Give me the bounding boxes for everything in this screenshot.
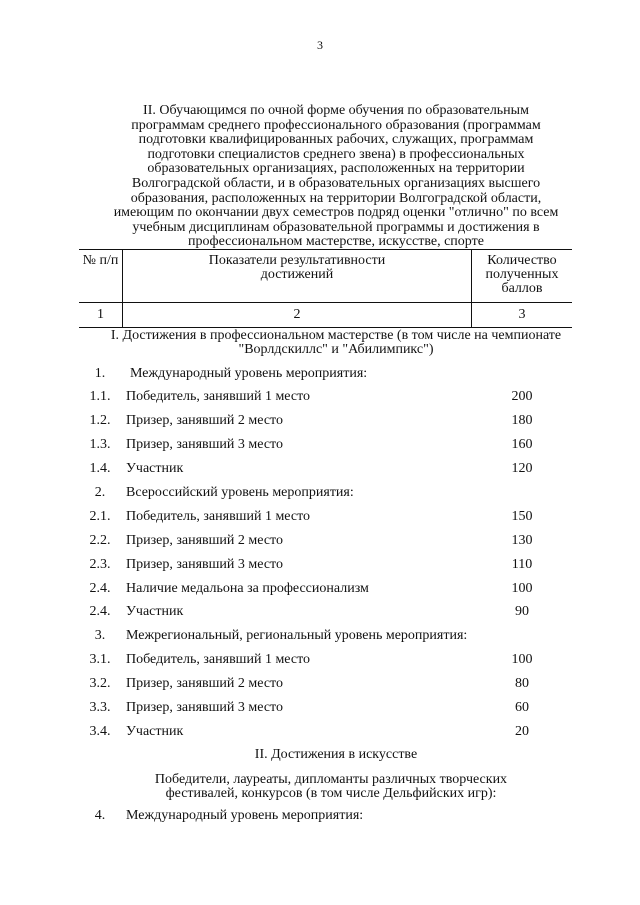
row-points: 90	[515, 604, 529, 619]
row-number: 1.3.	[89, 437, 111, 452]
row-points: 80	[515, 676, 529, 691]
table-row	[0, 461, 640, 479]
row-number: 2.4.	[89, 604, 111, 619]
row-number: 3.1.	[89, 652, 111, 667]
row-number: 1.1.	[89, 389, 111, 404]
table-row	[0, 724, 640, 742]
table-row	[0, 808, 640, 826]
row-number: 3.	[94, 628, 106, 643]
row-number: 2.	[94, 485, 106, 500]
table-row	[0, 581, 640, 599]
row-points: 200	[511, 389, 533, 404]
row-points: 160	[511, 437, 533, 452]
row-label: Призер, занявший 2 место	[126, 533, 283, 548]
row-number: 1.2.	[89, 413, 111, 428]
row-number: 2.1.	[89, 509, 111, 524]
row-number: 2.3.	[89, 557, 111, 572]
row-label: Победитель, занявший 1 место	[126, 652, 311, 667]
row-number: 4.	[94, 808, 106, 823]
table-row	[0, 652, 640, 670]
header-table	[79, 249, 572, 328]
row-label: Участник	[126, 604, 184, 619]
row-number: 3.3.	[89, 700, 111, 715]
points-header-text: Количество полученных баллов	[485, 253, 559, 296]
document-heading: II. Обучающимся по очной форме обучения по образовательным программам среднего профессионального образования (программам подготовки квалифицированных рабочих, служащих, программам подготовки специалистов среднего звена) в профессиональных образовательных организациях, расположенных на территории Волгоградской области, и в образовательных организациях высшего образования, расположенных на территории Волгоградской области, имеющим по окончании двух семестров подряд оценки "отлично" по всем учебным дисциплинам образовательной программы и достижения в профессиональном мастерстве, искусстве, спорте	[113, 103, 559, 250]
table-row	[0, 628, 640, 646]
row-number: 1.4.	[89, 461, 111, 476]
row-number: 3.2.	[89, 676, 111, 691]
column-points-header	[472, 250, 573, 303]
table-row	[0, 485, 640, 503]
table-row	[0, 557, 640, 575]
section-art-intro: Победители, лауреаты, дипломанты различных творческих фестивалей, конкурсов (в том числе Дельфийских игр):	[154, 772, 508, 801]
table-row	[0, 533, 640, 551]
table-row	[0, 604, 640, 622]
row-points: 20	[515, 724, 529, 739]
table-row	[0, 366, 640, 384]
table-row	[0, 413, 640, 431]
row-label: Наличие медальона за профессионализм	[126, 581, 369, 596]
row-label: Участник	[126, 461, 184, 476]
row-points: 180	[511, 413, 533, 428]
row-label: Призер, занявший 3 место	[126, 700, 283, 715]
section-art-heading: II. Достижения в искусстве	[254, 747, 418, 762]
section-professional-heading: I. Достижения в профессиональном мастерстве (в том числе на чемпионате "Ворлдскиллс" и "Абилимпикс")	[110, 328, 562, 357]
column-number-header: № п/п	[79, 250, 123, 303]
row-label: Призер, занявший 3 место	[126, 557, 283, 572]
row-number: 3.4.	[89, 724, 111, 739]
row-label: Призер, занявший 2 место	[126, 676, 283, 691]
row-points: 150	[511, 509, 533, 524]
table-row	[0, 676, 640, 694]
row-points: 100	[511, 581, 533, 596]
row-points: 130	[511, 533, 533, 548]
column-index-2: 2	[123, 303, 472, 328]
row-points: 110	[511, 557, 533, 572]
row-label: Международный уровень мероприятия:	[130, 366, 368, 381]
column-index-1: 1	[79, 303, 123, 328]
row-label: Победитель, занявший 1 место	[126, 389, 311, 404]
row-points: 100	[511, 652, 533, 667]
row-label: Победитель, занявший 1 место	[126, 509, 311, 524]
row-label: Призер, занявший 2 место	[126, 413, 283, 428]
row-label: Участник	[126, 724, 184, 739]
row-points: 120	[511, 461, 533, 476]
row-label: Международный уровень мероприятия:	[126, 808, 364, 823]
row-label: Призер, занявший 3 место	[126, 437, 283, 452]
table-row	[0, 509, 640, 527]
column-index-3: 3	[472, 303, 573, 328]
row-points: 60	[515, 700, 529, 715]
table-row	[0, 389, 640, 407]
row-number: 2.2.	[89, 533, 111, 548]
row-label: Межрегиональный, региональный уровень мероприятия:	[126, 628, 468, 643]
page-number: 3	[317, 38, 323, 52]
table-row	[0, 700, 640, 718]
row-number: 2.4.	[89, 581, 111, 596]
row-label: Всероссийский уровень мероприятия:	[126, 485, 354, 500]
table-row	[0, 437, 640, 455]
indicator-header-text: Показатели результативности достижений	[208, 253, 386, 282]
column-indicator-header	[123, 250, 472, 303]
row-number: 1.	[94, 366, 106, 381]
